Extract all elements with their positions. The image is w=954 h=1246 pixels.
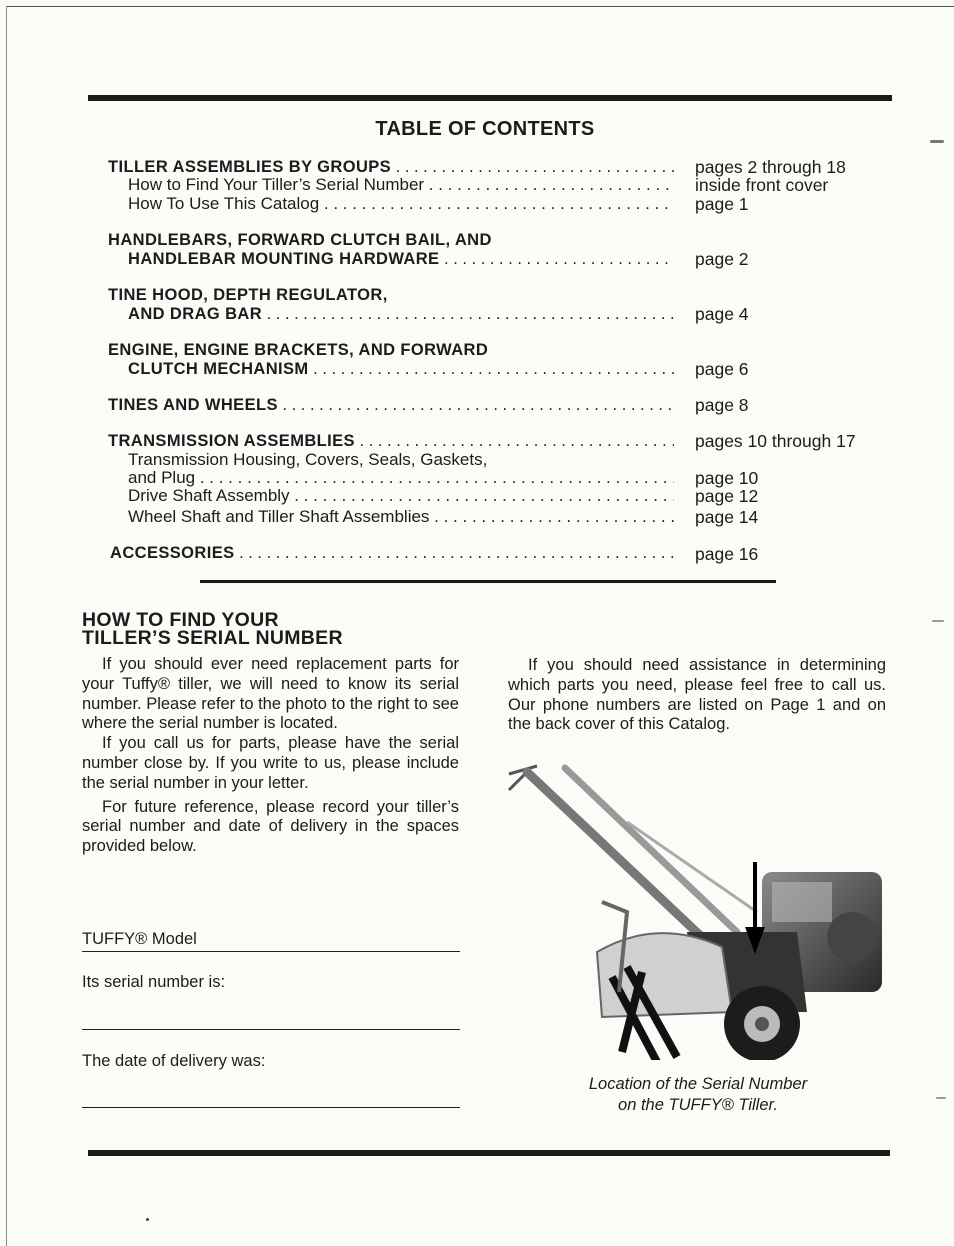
serial-heading-line2: TILLER’S SERIAL NUMBER <box>82 627 343 649</box>
tiller-photo <box>507 762 887 1060</box>
toc-entry-drive-shaft: Drive Shaft Assembly . . . <box>128 486 674 506</box>
page-border-left <box>6 6 7 1246</box>
toc-entry-tine-hood-line1: TINE HOOD, DEPTH REGULATOR, <box>108 286 388 304</box>
toc-page-use-catalog: page 1 <box>695 194 749 214</box>
toc-entry-transmission: TRANSMISSION ASSEMBLIES . . . <box>108 431 674 451</box>
toc-page-housing: page 10 <box>695 468 759 488</box>
toc-entry-use-catalog: How To Use This Catalog . . . <box>128 194 674 214</box>
margin-mark <box>930 140 944 143</box>
serial-section-heading <box>82 611 343 647</box>
model-label: TUFFY® Model <box>82 930 197 948</box>
toc-entry-handlebars-line1: HANDLEBARS, FORWARD CLUTCH BAIL, AND <box>108 231 492 249</box>
serial-number-label: Its serial number is: <box>82 973 226 991</box>
toc-divider <box>200 580 776 583</box>
serial-paragraph-1: If you should ever need replacement parts for your Tuffy® tiller, we will need to know its serial number. Please refer to the photo to the right to see where the serial number is located. <box>82 655 459 733</box>
serial-paragraph-3: For future reference, please record your tiller’s serial number and date of delivery in the spaces provided below. <box>82 797 459 856</box>
assistance-text <box>508 656 886 735</box>
margin-mark <box>936 1097 946 1099</box>
toc-page-serial-number: inside front cover <box>695 175 829 195</box>
bottom-rule <box>88 1150 890 1156</box>
toc-entry-housing-line1: Transmission Housing, Covers, Seals, Gaskets, <box>128 450 488 469</box>
toc-entry-tine-hood-line2: AND DRAG BAR . . . <box>128 304 674 324</box>
toc-page-transmission: pages 10 through 17 <box>695 431 856 451</box>
toc-page-wheel-shaft: page 14 <box>695 507 759 527</box>
toc-title: TABLE OF CONTENTS <box>375 118 595 140</box>
toc-entry-serial-number: How to Find Your Tiller’s Serial Number . . . <box>128 175 674 195</box>
toc-page-tiller-assemblies: pages 2 through 18 <box>695 157 846 177</box>
toc-page-handlebars: page 2 <box>695 249 749 269</box>
page-border-top <box>6 6 954 7</box>
caption-line2: on the TUFFY® Tiller. <box>618 1096 778 1114</box>
toc-entry-wheel-shaft: Wheel Shaft and Tiller Shaft Assemblies . . . <box>128 507 674 527</box>
model-write-line <box>82 951 460 952</box>
delivery-date-label: The date of delivery was: <box>82 1052 266 1070</box>
toc-page-tine-hood: page 4 <box>695 304 749 324</box>
toc-entry-engine-line1: ENGINE, ENGINE BRACKETS, AND FORWARD <box>108 341 489 359</box>
toc-entry-accessories: ACCESSORIES . . . <box>110 543 676 563</box>
serial-number-write-line <box>82 1029 460 1030</box>
caption-line1: Location of the Serial Number <box>588 1075 808 1093</box>
toc-page-engine: page 6 <box>695 359 749 379</box>
serial-heading-line1: HOW TO FIND YOUR <box>82 609 279 631</box>
toc-entry-tiller-assemblies: TILLER ASSEMBLIES BY GROUPS . . . <box>108 157 674 177</box>
serial-left-text <box>82 655 459 857</box>
toc-entry-housing-line2: and Plug . . . <box>128 468 674 488</box>
toc-page-drive-shaft: page 12 <box>695 486 759 506</box>
margin-mark <box>932 620 944 622</box>
toc-page-tines-wheels: page 8 <box>695 395 749 415</box>
photo-caption <box>520 1074 876 1116</box>
page-speck <box>146 1218 149 1221</box>
toc-entry-tines-wheels: TINES AND WHEELS . . . <box>108 395 674 415</box>
assistance-paragraph: If you should need assistance in determining which parts you need, please feel free to call us. Our phone numbers are listed on Page 1 and on the back cover of this Catalog. <box>508 656 886 734</box>
delivery-date-write-line <box>82 1107 460 1108</box>
toc-entry-engine-line2: CLUTCH MECHANISM . . . <box>128 359 674 379</box>
serial-paragraph-2: If you call us for parts, please have the serial number close by. If you write to us, please include the serial number in your letter. <box>82 734 459 792</box>
toc-page-accessories: page 16 <box>695 544 759 564</box>
toc-entry-handlebars-line2: HANDLEBAR MOUNTING HARDWARE . . . <box>128 249 674 269</box>
top-rule <box>88 95 892 101</box>
tiller-illustration <box>507 762 887 1060</box>
